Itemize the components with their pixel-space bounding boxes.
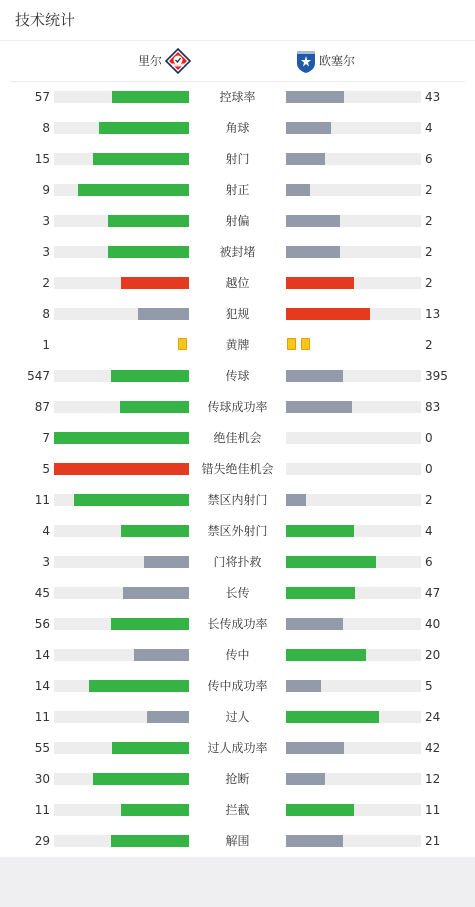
away-value: 0 xyxy=(425,462,433,476)
home-bar-track xyxy=(54,246,189,258)
away-bar-track xyxy=(286,773,421,785)
stat-label: 长传成功率 xyxy=(207,617,268,631)
away-bar-track xyxy=(286,556,421,568)
home-bar-track xyxy=(54,525,189,537)
stat-row xyxy=(0,174,475,205)
away-bar-track xyxy=(286,277,421,289)
stat-label: 射门 xyxy=(225,152,250,166)
stat-label: 过人 xyxy=(225,710,250,724)
stat-row xyxy=(0,236,475,267)
stat-row xyxy=(0,515,475,546)
home-bar-fill xyxy=(74,494,189,506)
away-value: 13 xyxy=(425,307,441,321)
yellow-card-icon xyxy=(287,338,296,350)
away-bar-track xyxy=(286,618,421,630)
stat-row xyxy=(0,825,475,856)
teams-row xyxy=(10,41,465,82)
home-bar-track xyxy=(54,711,189,723)
away-bar-fill xyxy=(286,680,321,692)
home-bar-track xyxy=(54,401,189,413)
stat-label: 传中成功率 xyxy=(207,679,268,693)
stat-label: 射正 xyxy=(225,183,250,197)
home-value: 547 xyxy=(27,369,50,383)
away-bar-track xyxy=(286,494,421,506)
away-bar-fill xyxy=(286,804,354,816)
stat-label: 控球率 xyxy=(219,90,256,104)
home-value: 29 xyxy=(34,834,50,848)
away-value: 2 xyxy=(425,214,433,228)
home-bar-track xyxy=(54,835,189,847)
away-bar-track xyxy=(286,711,421,723)
home-bar-track xyxy=(54,277,189,289)
home-team-name: 里尔 xyxy=(137,54,162,68)
home-bar-fill xyxy=(112,91,189,103)
home-value: 11 xyxy=(34,493,50,507)
away-value: 21 xyxy=(425,834,441,848)
home-bar-fill xyxy=(111,835,189,847)
away-value: 20 xyxy=(425,648,441,662)
away-bar-fill xyxy=(286,649,366,661)
away-value: 2 xyxy=(425,183,433,197)
home-value: 45 xyxy=(34,586,50,600)
away-value: 11 xyxy=(425,803,441,817)
away-value: 4 xyxy=(425,121,433,135)
home-bar-fill xyxy=(123,587,189,599)
stat-row xyxy=(0,422,475,453)
away-bar-fill xyxy=(286,277,354,289)
home-bar-fill xyxy=(121,277,189,289)
home-bar-fill xyxy=(54,432,189,444)
stat-row xyxy=(0,143,475,174)
stat-label: 犯规 xyxy=(225,307,250,321)
home-value: 57 xyxy=(34,90,50,104)
stat-label: 错失绝佳机会 xyxy=(201,462,274,476)
stat-row xyxy=(0,453,475,484)
stat-row xyxy=(0,794,475,825)
stat-row xyxy=(0,577,475,608)
home-bar-fill xyxy=(89,680,189,692)
home-value: 8 xyxy=(42,121,50,135)
home-bar-fill xyxy=(108,215,189,227)
away-bar-track xyxy=(286,742,421,754)
stat-row xyxy=(0,81,475,112)
stat-row xyxy=(0,267,475,298)
section-title: 技术统计 xyxy=(15,11,76,29)
stat-label: 禁区外射门 xyxy=(207,524,268,538)
home-bar-fill xyxy=(93,153,189,165)
stat-label: 越位 xyxy=(225,276,250,290)
home-bar-fill xyxy=(138,308,189,320)
away-value: 2 xyxy=(425,276,433,290)
home-bar-fill xyxy=(78,184,189,196)
stat-row xyxy=(0,763,475,794)
away-bar-fill xyxy=(286,494,306,506)
away-bar-track xyxy=(286,122,421,134)
stat-label: 长传 xyxy=(225,586,250,600)
home-value: 3 xyxy=(42,214,50,228)
stat-row xyxy=(0,391,475,422)
away-bar-track xyxy=(286,804,421,816)
home-bar-track xyxy=(54,122,189,134)
home-bar-fill xyxy=(54,463,189,475)
away-bar-track xyxy=(286,463,421,475)
home-bar-fill xyxy=(93,773,189,785)
away-bar-track xyxy=(286,525,421,537)
home-bar-track xyxy=(54,618,189,630)
away-value: 2 xyxy=(425,493,433,507)
away-bar-track xyxy=(286,91,421,103)
home-bar-track xyxy=(54,587,189,599)
away-bar-track xyxy=(286,184,421,196)
away-bar-fill xyxy=(286,184,310,196)
home-value: 2 xyxy=(42,276,50,290)
away-value: 43 xyxy=(425,90,441,104)
stat-row xyxy=(0,205,475,236)
away-value: 395 xyxy=(425,369,448,383)
stat-row xyxy=(0,484,475,515)
home-value: 15 xyxy=(34,152,50,166)
away-bar-track xyxy=(286,680,421,692)
away-bar-fill xyxy=(286,91,344,103)
stat-label: 过人成功率 xyxy=(207,741,268,755)
stat-row xyxy=(0,639,475,670)
away-value: 12 xyxy=(425,772,441,786)
home-value: 14 xyxy=(34,648,50,662)
yellow-card-icon xyxy=(178,338,187,350)
stat-label: 黄牌 xyxy=(225,338,250,352)
away-bar-track xyxy=(286,649,421,661)
away-value: 6 xyxy=(425,152,433,166)
stat-label: 传球 xyxy=(225,369,250,383)
home-bar-track xyxy=(54,556,189,568)
away-bar-track xyxy=(286,432,421,444)
away-value: 0 xyxy=(425,431,433,445)
away-bar-fill xyxy=(286,122,331,134)
away-team-name: 欧塞尔 xyxy=(319,54,356,68)
away-bar-fill xyxy=(286,308,370,320)
home-bar-track xyxy=(54,153,189,165)
home-bar-track xyxy=(54,184,189,196)
stat-label: 解围 xyxy=(225,834,250,848)
away-bar-fill xyxy=(286,556,376,568)
away-value: 47 xyxy=(425,586,441,600)
home-value: 7 xyxy=(42,431,50,445)
home-bar-fill xyxy=(147,711,189,723)
stat-label: 绝佳机会 xyxy=(213,431,262,445)
home-value: 3 xyxy=(42,245,50,259)
home-bar-fill xyxy=(134,649,189,661)
away-bar-track xyxy=(286,587,421,599)
stat-label: 传中 xyxy=(225,648,250,662)
home-bar-fill xyxy=(111,370,189,382)
away-bar-fill xyxy=(286,773,325,785)
stat-row xyxy=(0,329,475,360)
home-value: 87 xyxy=(34,400,50,414)
home-value: 30 xyxy=(34,772,50,786)
away-bar-fill xyxy=(286,215,340,227)
away-value: 5 xyxy=(425,679,433,693)
away-bar-track xyxy=(286,215,421,227)
stat-row xyxy=(0,608,475,639)
stat-label: 被封堵 xyxy=(219,245,256,259)
stat-row xyxy=(0,298,475,329)
home-bar-fill xyxy=(121,804,189,816)
home-bar-track xyxy=(54,773,189,785)
stat-label: 传球成功率 xyxy=(207,400,268,414)
away-value: 2 xyxy=(425,338,433,352)
yellow-card-icon xyxy=(301,338,310,350)
away-bar-fill xyxy=(286,370,343,382)
home-value: 56 xyxy=(34,617,50,631)
home-value: 14 xyxy=(34,679,50,693)
away-bar-fill xyxy=(286,618,343,630)
home-value: 11 xyxy=(34,710,50,724)
home-bar-track xyxy=(54,215,189,227)
away-bar-fill xyxy=(286,742,344,754)
stat-row xyxy=(0,670,475,701)
stat-label: 角球 xyxy=(225,121,250,135)
home-bar-track xyxy=(54,370,189,382)
section-header xyxy=(0,0,475,41)
home-bar-fill xyxy=(121,525,189,537)
stat-label: 门将扑救 xyxy=(213,555,262,569)
home-value: 9 xyxy=(42,183,50,197)
home-bar-fill xyxy=(99,122,189,134)
home-bar-track xyxy=(54,742,189,754)
home-bar-fill xyxy=(120,401,189,413)
home-bar-track xyxy=(54,308,189,320)
home-value: 1 xyxy=(42,338,50,352)
home-value: 4 xyxy=(42,524,50,538)
away-bar-track xyxy=(286,246,421,258)
home-bar-fill xyxy=(108,246,189,258)
away-value: 4 xyxy=(425,524,433,538)
home-bar-fill xyxy=(144,556,189,568)
home-value: 55 xyxy=(34,741,50,755)
away-bar-fill xyxy=(286,246,340,258)
home-bar-track xyxy=(54,494,189,506)
away-value: 2 xyxy=(425,245,433,259)
away-bar-track xyxy=(286,370,421,382)
home-bar-track xyxy=(54,680,189,692)
away-bar-fill xyxy=(286,401,352,413)
home-bar-track xyxy=(54,463,189,475)
auxerre-crest-icon xyxy=(293,48,319,74)
away-bar-track xyxy=(286,308,421,320)
home-value: 3 xyxy=(42,555,50,569)
home-bar-fill xyxy=(111,618,189,630)
stat-row xyxy=(0,701,475,732)
home-bar-track xyxy=(54,432,189,444)
stat-label: 禁区内射门 xyxy=(207,493,268,507)
away-value: 42 xyxy=(425,741,441,755)
away-value: 6 xyxy=(425,555,433,569)
away-bar-fill xyxy=(286,525,354,537)
away-bar-track xyxy=(286,153,421,165)
home-value: 5 xyxy=(42,462,50,476)
stat-row xyxy=(0,112,475,143)
away-bar-fill xyxy=(286,587,355,599)
home-value: 11 xyxy=(34,803,50,817)
stat-label: 拦截 xyxy=(225,803,250,817)
home-value: 8 xyxy=(42,307,50,321)
stat-label: 抢断 xyxy=(225,772,250,786)
away-bar-track xyxy=(286,835,421,847)
stat-row xyxy=(0,360,475,391)
away-bar-track xyxy=(286,401,421,413)
away-value: 83 xyxy=(425,400,441,414)
away-bar-fill xyxy=(286,835,343,847)
stat-row xyxy=(0,546,475,577)
home-bar-track xyxy=(54,91,189,103)
stat-row xyxy=(0,732,475,763)
away-value: 40 xyxy=(425,617,441,631)
home-bar-track xyxy=(54,649,189,661)
home-bar-fill xyxy=(112,742,189,754)
away-bar-fill xyxy=(286,153,325,165)
lille-crest-icon xyxy=(165,48,191,74)
stat-label: 射偏 xyxy=(225,214,250,228)
home-bar-track xyxy=(54,804,189,816)
away-bar-fill xyxy=(286,711,379,723)
away-value: 24 xyxy=(425,710,441,724)
